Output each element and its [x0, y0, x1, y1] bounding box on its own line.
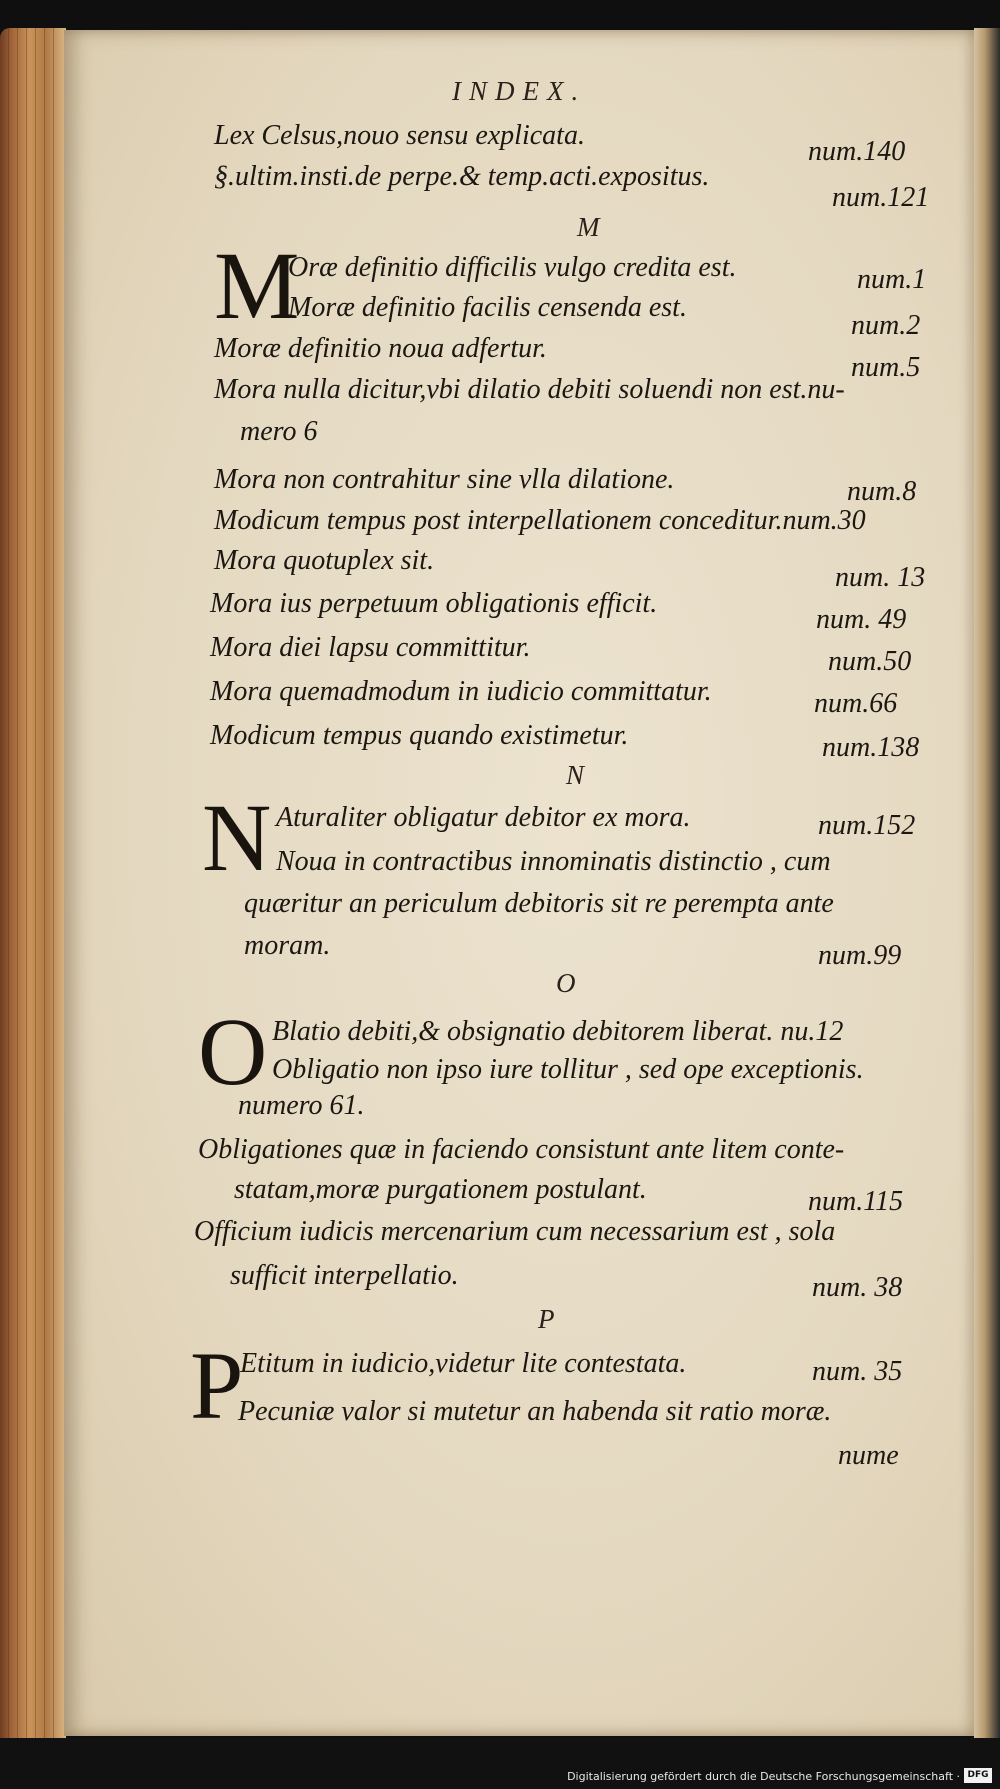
book-page [64, 30, 974, 1736]
index-entry: Mora nulla dicitur,vbi dilatio debiti soluendi non est.nu- [214, 374, 845, 405]
index-entry-number: num.66 [814, 688, 898, 719]
index-entry: Moræ definitio facilis censenda est. [288, 292, 687, 323]
index-entry: Etitum in iudicio,videtur lite contestata. [240, 1348, 687, 1379]
catchword: nume [838, 1440, 899, 1471]
index-entry-number: num.5 [851, 352, 921, 383]
index-entry: Blatio debiti,& obsignatio debitorem liberat. nu.12 [272, 1016, 844, 1047]
section-initial: N [202, 784, 272, 891]
digitization-credit: Digitalisierung gefördert durch die Deutsche Forschungsgemeinschaft · [567, 1770, 960, 1783]
index-entry: Mora diei lapsu committitur. [210, 632, 531, 663]
index-entry: Mora quemadmodum in iudicio committatur. [210, 676, 712, 707]
section-initial: O [198, 998, 268, 1105]
index-entry: Officium iudicis mercenarium cum necessarium est , sola [194, 1216, 836, 1247]
index-entry-number: num.115 [808, 1186, 904, 1217]
page-header-title: INDEX. [452, 76, 587, 106]
index-entry: Moræ definitio noua adfertur. [214, 333, 547, 364]
index-entry-number: num.50 [828, 646, 912, 677]
index-entry-number: num.8 [847, 476, 917, 507]
index-entry-number: num. 38 [812, 1272, 903, 1303]
index-entry-number: num.121 [832, 182, 930, 213]
index-entry: Mora quotuplex sit. [214, 545, 435, 576]
index-entry: Mora non contrahitur sine vlla dilatione. [214, 464, 675, 495]
dfg-logo-icon: DFG [964, 1768, 992, 1783]
section-letter: M [577, 212, 600, 242]
index-entry: Obligatio non ipso iure tollitur , sed ope exceptionis. [272, 1054, 864, 1085]
index-entry: moram. [244, 930, 331, 961]
index-entry: numero 61. [238, 1090, 365, 1121]
page-right-edge [974, 28, 1000, 1740]
section-letter: P [538, 1304, 555, 1334]
index-entry: Lex Celsus,nouo sensu explicata. [214, 120, 585, 151]
index-entry-number: num.99 [818, 940, 902, 971]
index-entry-number: num. 13 [835, 562, 926, 593]
index-entry: statam,moræ purgationem postulant. [234, 1174, 647, 1205]
section-initial: P [190, 1332, 244, 1439]
index-entry: Pecuniæ valor si mutetur an habenda sit ratio moræ. [238, 1396, 832, 1427]
index-entry: Oræ definitio difficilis vulgo credita est. [288, 252, 737, 283]
index-entry: Mora ius perpetuum obligationis efficit. [210, 588, 658, 619]
index-entry: §.ultim.insti.de perpe.& temp.acti.expositus. [214, 161, 710, 192]
index-entry-number: num.140 [808, 136, 906, 167]
index-entry: Modicum tempus quando existimetur. [210, 720, 629, 751]
index-entry: Noua in contractibus innominatis distinctio , cum [276, 846, 831, 877]
index-entry-number: num.138 [822, 732, 920, 763]
index-entry: Aturaliter obligatur debitor ex mora. [276, 802, 691, 833]
section-letter: N [566, 760, 585, 790]
index-entry: quæritur an periculum debitoris sit re perempta ante [244, 888, 834, 919]
section-letter: O [556, 968, 576, 998]
index-entry-number: num.152 [818, 810, 916, 841]
index-entry-number: num.1 [857, 264, 927, 295]
index-entry: sufficit interpellatio. [230, 1260, 459, 1291]
index-entry: mero 6 [240, 416, 318, 447]
index-entry-number: num. 35 [812, 1356, 903, 1387]
book-page-edges [0, 28, 66, 1738]
index-entry-number: num.2 [851, 310, 921, 341]
index-entry: Modicum tempus post interpellationem conceditur.num.30 [214, 505, 866, 536]
index-entry-number: num. 49 [816, 604, 907, 635]
section-initial: M [214, 232, 300, 339]
index-entry: Obligationes quæ in faciendo consistunt ante litem conte- [198, 1134, 845, 1165]
